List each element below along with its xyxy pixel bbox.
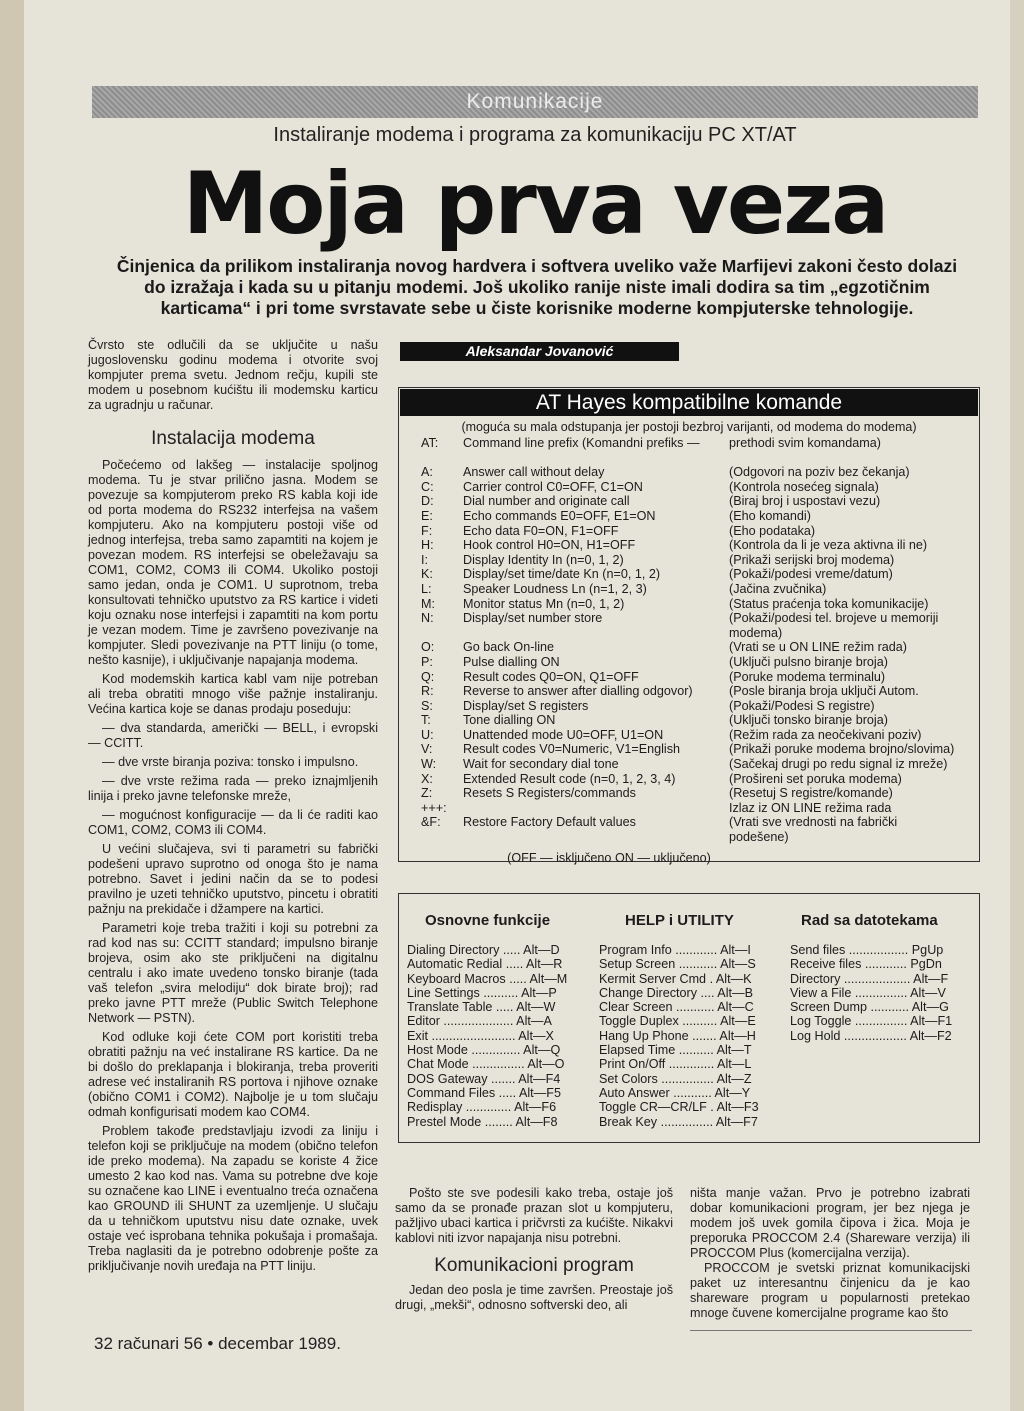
at-command-desc: Wait for secondary dial tone — [463, 757, 619, 772]
at-box-title: AT Hayes kompatibilne komande — [400, 389, 978, 416]
at-command-row — [399, 538, 979, 553]
at-command-translation: (Vrati sve vrednosti na fabrički — [729, 815, 898, 830]
left-paragraph: — dva standarda, američki — BELL, i evropski — CCITT. — [88, 721, 378, 750]
at-command-row — [399, 626, 979, 641]
at-command-row — [399, 494, 979, 509]
at-command-desc: Speaker Loudness Ln (n=1, 2, 3) — [463, 581, 647, 596]
at-command-row — [399, 728, 979, 743]
shortcut-item: Keyboard Macros ..... Alt—M — [407, 971, 568, 986]
subhead-komunikacioni: Komunikacioni program — [434, 1255, 634, 1276]
shortcut-item: Program Info ............ Alt—I — [599, 943, 751, 957]
at-command-key: X: — [421, 771, 433, 786]
at-command-desc: Tone dialling ON — [463, 713, 556, 728]
kicker: Instaliranje modema i programa za komunikaciju PC XT/AT — [273, 124, 797, 146]
at-command-row — [399, 786, 979, 801]
shortcut-item: Break Key ............... Alt—F7 — [599, 1114, 758, 1129]
shortcut-item: Directory ................... Alt—F — [790, 971, 949, 986]
at-command-key: W: — [421, 757, 437, 772]
shortcut-item: Log Toggle ............... Alt—F1 — [790, 1014, 953, 1029]
bottom-mid-paragraph-1: Pošto ste sve podesili kako treba, ostaje još samo da se pronađe prazan slot u kompjuteru, pažljivo ubaci kartica i pričvrsti za kućište. Nikakvi kablovi niti izvor napajanja nisu potrebni. — [395, 1186, 673, 1245]
at-command-desc: Echo data F0=ON, F1=OFF — [463, 523, 619, 538]
at-command-row — [399, 713, 979, 728]
shortcut-item: Editor .................... Alt—A — [407, 1014, 552, 1029]
at-command-key: A: — [421, 465, 433, 480]
at-command-desc: Command line prefix (Komandni prefiks — — [463, 436, 700, 450]
shortcut-item: Prestel Mode ........ Alt—F8 — [407, 1114, 558, 1129]
at-command-row — [399, 480, 979, 495]
at-command-translation: (Prikaži poruke modema brojno/slovima) — [729, 742, 955, 757]
left-paragraph: U većini slučajeva, svi ti parametri su fabrički podešeni upravo suprotno od onoga što je nama potrebno. Savet i jedini način da se to podesi pravilno je uzeti tehničko uputstvo, pincetu i obratiti pažnju na prekidače i džampere na kartici. — [88, 842, 378, 916]
at-command-translation: modema) — [729, 625, 783, 640]
at-command-desc: Hook control H0=ON, H1=OFF — [463, 538, 636, 553]
column-title-osnovne: Osnovne funkcije — [425, 912, 551, 929]
at-command-key: &F: — [421, 815, 441, 830]
at-command-translation: (Kontrola da li je veza aktivna ili ne) — [729, 538, 928, 553]
shortcut-list-datoteke — [790, 943, 952, 1043]
at-command-translation: (Uključi pulsno biranje broja) — [729, 654, 888, 669]
at-command-row — [399, 451, 979, 466]
at-commands-box — [398, 387, 980, 865]
at-command-desc: Pulse dialling ON — [463, 654, 560, 669]
at-command-row — [399, 640, 979, 655]
at-command-desc: Monitor status Mn (n=0, 1, 2) — [463, 596, 625, 611]
page-footer: 32 računari 56 • decembar 1989. — [94, 1334, 341, 1353]
at-command-translation: (Poruke modema terminalu) — [729, 669, 886, 684]
bottom-middle-column — [395, 1186, 673, 1313]
at-command-key: T: — [421, 713, 431, 728]
at-command-desc: Restore Factory Default values — [463, 815, 636, 830]
intro-paragraph: Čvrsto ste odlučili da se uključite u našu jugoslovensku godinu modema i otvorite svoj kompjuter prema svetu. Jednom rečju, kupili ste modem u posebnom kućištu ili modemsku karticu za ugradnju u računar. — [88, 338, 378, 412]
at-command-translation: (Režim rada za neočekivani poziv) — [729, 727, 922, 742]
shortcut-item: Send files ................. PgUp — [790, 943, 944, 957]
at-command-translation: (Prikaži serijski broj modema) — [729, 552, 895, 567]
shortcut-item: Dialing Directory ..... Alt—D — [407, 943, 560, 957]
at-command-translation: (Posle biranja broja uključi Autom. — [729, 684, 919, 699]
at-command-translation: Izlaz iz ON LINE režima rada — [729, 800, 892, 815]
at-command-translation: (Pokaži/Podesi S registre) — [729, 698, 875, 713]
at-command-translation: prethodi svim komandama) — [729, 436, 881, 450]
at-command-key: K: — [421, 567, 433, 582]
at-command-translation: (Prošireni set poruka modema) — [729, 771, 902, 786]
headline: Moja prva veza — [182, 154, 888, 254]
left-paragraph: Kod modemskih kartica kabl vam nije potreban ali treba obratiti mnogo više pažnje instaliranju. Većina kartica koje se danas prodaju poseduju: — [88, 672, 378, 716]
at-box-note: (moguća su mala odstupanja jer postoji bezbroj varijanti, od modema do modema) — [461, 420, 917, 434]
shortcut-item: Auto Answer ........... Alt—Y — [599, 1085, 751, 1100]
shortcut-item: Screen Dump ........... Alt—G — [790, 1000, 949, 1015]
at-command-row — [399, 567, 979, 582]
left-paragraph: Problem takođe predstavljaju izvodi za liniju i telefon koji se priključuje na modem (obično telefon ide preko modema). Na zapadu se koriste 4 žice umesto 2 kao kod nas. Vama su potrebne dve koje su označene kao LINE i eventualno treća označena kao GROUND ili SHUNT za uzemljenje. U slučaju da u tehničkom uputstvu nisu date oznake, uvek ostaje već isprobana tehnika pokušaja i promašaja. Treba naglasiti da je potrebno odobrenje pošte za priključivanje novih uređaja na PTT liniju. — [88, 1124, 378, 1273]
left-paragraph: — dve vrste režima rada — preko iznajmljenih linija i preko javne telefonske mreže, — [88, 774, 378, 803]
at-command-translation: (Vrati se u ON LINE režim rada) — [729, 640, 907, 655]
at-command-translation: (Pokaži/podesi vreme/datum) — [729, 567, 893, 582]
at-command-key: AT: — [421, 436, 439, 450]
at-command-translation: podešene) — [729, 830, 789, 845]
at-command-row — [399, 772, 979, 787]
shortcut-item: Host Mode .............. Alt—Q — [407, 1043, 561, 1058]
at-command-row — [399, 801, 979, 816]
at-command-translation: (Eho podataka) — [729, 523, 816, 538]
bottom-right-column — [690, 1186, 970, 1321]
author-byline: Aleksandar Jovanović — [400, 342, 679, 361]
at-command-key: H: — [421, 538, 434, 553]
at-command-desc: Extended Result code (n=0, 1, 2, 3, 4) — [463, 771, 676, 786]
at-command-row — [399, 553, 979, 568]
at-command-translation: (Jačina zvučnika) — [729, 581, 827, 596]
at-command-desc: Display/set number store — [463, 611, 603, 626]
at-command-desc: Reverse to answer after dialling odgovor) — [463, 684, 693, 699]
at-command-key: F: — [421, 523, 433, 538]
column-title-datoteke: Rad sa datotekama — [801, 912, 938, 929]
at-command-key: S: — [421, 698, 433, 713]
at-command-row — [399, 670, 979, 685]
left-paragraph: Kod odluke koji ćete COM port koristiti treba obratiti pažnju na već instalirane RS kartice. Da ne bi došlo do preklapanja i blokiranja, treba proveriti adrese već instaliranih RS portova i njihove oznake (obično COM1 i COM2). Najbolje je u tom slučaju odmah konfigurisati modem kao COM4. — [88, 1030, 378, 1119]
shortcut-item: Change Directory .... Alt—B — [599, 985, 753, 1000]
at-command-desc: Result codes V0=Numeric, V1=English — [463, 742, 681, 757]
at-command-desc: Unattended mode U0=OFF, U1=ON — [463, 727, 664, 742]
at-command-key: C: — [421, 479, 434, 494]
at-command-translation: (Kontrola nosećeg signala) — [729, 479, 879, 494]
shortcut-item: Elapsed Time .......... Alt—T — [599, 1043, 752, 1058]
left-paragraph: Parametri koje treba tražiti i koji su potrebni za rad kod nas su: CCITT standard; impulsno biranje brojeva, osim ako ste priključeni na digitalnu centralu i ako imate uvedeno tonsko biranje (tada vaš telefon „svira melodiju“ dok birate broj); rad preko javne PTT mreže (Public Switch Telephone Network — PSTN). — [88, 921, 378, 1025]
at-command-row — [399, 815, 979, 830]
at-command-row — [399, 597, 979, 612]
shortcut-list-help — [599, 943, 759, 1129]
shortcut-item: Receive files ............ PgDn — [790, 957, 942, 972]
at-command-row — [399, 699, 979, 714]
left-paragraph: Počećemo od lakšeg — instalacije spoljnog modema. Tu je stvar prilično jasna. Modem se povezuje sa kompjuterom preko RS kabla koji ide od porta modema do RS232 interfejsa na vašem kompjuteru. Ako na kompjuteru postoji više od jednog interfejsa, treba samo zapamtiti na kojem je povezan modem. RS interfejsi se obeležavaju sa COM1, COM2, COM3 ili COM4. Ukoliko postoji samo jedan, onda je COM1. U suprotnom, treba konsultovati tehničko uputstvo za RS kartice i videti koju oznaku nose interfejsi i zapamtiti na kom portu je vezan modem. Time je završeno povezivanje na kompjuter. Sledi povezivanje na PTT liniju (o tome, nešto kasnije), i uključivanje napajanja modema. — [88, 458, 378, 667]
at-command-desc: Go back On-line — [463, 640, 554, 655]
shortcut-item: Line Settings .......... Alt—P — [407, 985, 557, 1000]
page-binding-edge — [0, 0, 24, 1411]
shortcut-item: Set Colors ............... Alt—Z — [599, 1071, 752, 1086]
left-paragraph: — mogućnost konfiguracije — da li će raditi kao COM1, COM2, COM3 ili COM4. — [88, 808, 378, 837]
at-command-row — [399, 830, 979, 845]
at-command-desc: Display/set time/date Kn (n=0, 1, 2) — [463, 567, 661, 582]
left-paragraph: — dve vrste biranja poziva: tonsko i impulsno. — [102, 755, 359, 769]
at-command-row — [399, 465, 979, 480]
at-command-desc: Result codes Q0=ON, Q1=OFF — [463, 669, 639, 684]
bottom-mid-paragraph-2: Jedan deo posla je time završen. Preostaje još drugi, „mekši“, odnosno softverski deo, ali — [395, 1283, 673, 1312]
shortcut-item: Chat Mode ............... Alt—O — [407, 1057, 565, 1072]
at-command-key: N: — [421, 611, 434, 626]
at-command-key: D: — [421, 494, 434, 509]
at-command-translation: (Pokaži/podesi tel. brojeve u memoriji — [729, 611, 939, 626]
at-command-desc: Display Identity In (n=0, 1, 2) — [463, 552, 624, 567]
shortcut-item: Translate Table ..... Alt—W — [407, 1000, 556, 1015]
shortcut-item: Hang Up Phone ....... Alt—H — [599, 1028, 756, 1043]
shortcut-item: Exit ........................ Alt—X — [407, 1028, 554, 1043]
shortcut-item: Print On/Off ............. Alt—L — [599, 1057, 752, 1072]
shortcut-item: Redisplay ............. Alt—F6 — [407, 1100, 557, 1115]
at-command-key: R: — [421, 684, 434, 699]
at-commands-table — [399, 436, 979, 845]
at-command-desc: Answer call without delay — [463, 465, 605, 480]
at-command-translation: (Biraj broj i uspostavi vezu) — [729, 494, 881, 509]
shortcut-item: Toggle Duplex .......... Alt—E — [599, 1014, 756, 1029]
at-command-key: M: — [421, 596, 435, 611]
section-banner: Komunikacije — [92, 86, 978, 118]
shortcut-item: Setup Screen ........... Alt—S — [599, 957, 756, 972]
at-command-desc: Display/set S registers — [463, 698, 589, 713]
bottom-right-paragraph-1: ništa manje važan. Prvo je potrebno izabrati dobar komunikacioni program, jer bez njega je modem još uvek gomila čipova i žica. Moja je preporuka PROCCOM 2.4 (Shareware verzija) ili PROCCOM Plus (komercijalna verzija). — [690, 1186, 970, 1260]
at-command-key: O: — [421, 640, 435, 655]
shortcut-item: Command Files ..... Alt—F5 — [407, 1085, 561, 1100]
at-command-row — [399, 611, 979, 626]
at-command-row — [399, 524, 979, 539]
shortcut-item: Automatic Redial ..... Alt—R — [407, 957, 563, 972]
at-command-key: +++: — [421, 800, 447, 815]
column-end-rule — [690, 1330, 972, 1331]
subhead-instalacija: Instalacija modema — [151, 428, 315, 449]
at-command-key: I: — [421, 552, 428, 567]
at-command-row — [399, 684, 979, 699]
at-command-translation: (Resetuj S registre/komande) — [729, 786, 893, 801]
at-command-translation: (Eho komandi) — [729, 508, 811, 523]
at-command-row — [399, 582, 979, 597]
at-command-row — [399, 655, 979, 670]
left-paragraphs — [88, 458, 378, 1274]
at-command-row — [399, 757, 979, 772]
at-box-footer: (OFF — isključeno ON — uključeno) — [507, 850, 711, 865]
left-column — [88, 338, 378, 1278]
at-command-desc: Resets S Registers/commands — [463, 786, 636, 801]
shortcut-list-osnovne — [407, 943, 567, 1129]
at-command-key: E: — [421, 508, 433, 523]
at-command-translation: (Sačekaj drugi po redu signal iz mreže) — [729, 757, 948, 772]
shortcut-item: Kermit Server Cmd . Alt—K — [599, 971, 752, 986]
at-command-translation: (Uključi tonsko biranje broja) — [729, 713, 888, 728]
column-title-help: HELP i UTILITY — [625, 912, 734, 929]
at-command-desc: Dial number and originate call — [463, 494, 630, 509]
at-command-desc: Carrier control C0=OFF, C1=ON — [463, 479, 643, 494]
shortcut-item: Clear Screen ........... Alt—C — [599, 1000, 754, 1015]
shortcut-item: Toggle CR—CR/LF . Alt—F3 — [599, 1100, 759, 1115]
bottom-right-paragraph-2: PROCCOM je svetski priznat komunikacijski paket uz interesantnu činjenicu da je kao shareware program u popularnosti pretekao mnoge čuvene komercijalne programe kao što — [690, 1261, 970, 1320]
at-command-row — [399, 509, 979, 524]
shortcuts-box — [398, 893, 980, 1143]
at-command-key: V: — [421, 742, 433, 757]
page-right-edge — [1010, 0, 1024, 1411]
at-command-key: L: — [421, 581, 432, 596]
at-command-translation: (Odgovori na poziv bez čekanja) — [729, 465, 910, 480]
at-command-translation: (Status praćenja toka komunikacije) — [729, 596, 929, 611]
at-command-desc: Echo commands E0=OFF, E1=ON — [463, 508, 656, 523]
at-command-key: Z: — [421, 786, 433, 801]
at-command-row — [399, 436, 979, 451]
shortcut-item: Log Hold .................. Alt—F2 — [790, 1028, 952, 1043]
at-command-key: P: — [421, 654, 433, 669]
at-command-row — [399, 742, 979, 757]
lead-paragraph: Činjenica da prilikom instaliranja novog hardvera i softvera uveliko važe Marfijevi zakoni često dolazi do izražaja i kada su u pitanju modemi. Još ukoliko ranije niste imali dodira sa tim „egzotičnim karticama“ i pri tome svrstavate sebe u čiste korisnike moderne kompjuterske tehnologije. — [116, 256, 958, 318]
shortcut-item: DOS Gateway ....... Alt—F4 — [407, 1071, 561, 1086]
shortcut-item: View a File ............... Alt—V — [790, 985, 946, 1000]
at-command-key: Q: — [421, 669, 435, 684]
at-command-key: U: — [421, 727, 434, 742]
